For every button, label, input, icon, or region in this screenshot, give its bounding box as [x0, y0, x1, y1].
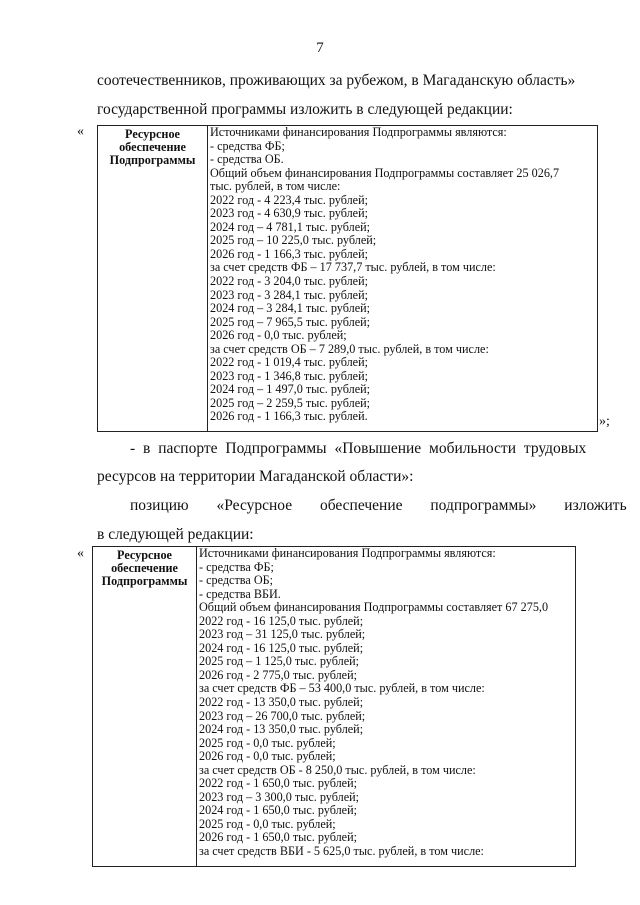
table1-line: за счет средств ОБ – 7 289,0 тыс. рублей, в том числе: [210, 341, 489, 356]
table1-line: Общий объем финансирования Подпрограммы составляет 25 026,7 [210, 165, 560, 180]
table2-line: - средства ВБИ. [199, 586, 281, 601]
table2-line: 2023 год – 31 125,0 тыс. рублей; [199, 627, 366, 642]
table2-label-cell [93, 547, 197, 867]
table2-line: 2025 год - 0,0 тыс. рублей; [199, 816, 336, 831]
table1-close-quote: »; [599, 414, 610, 429]
table1-content-cell [208, 126, 598, 432]
intro-line-1: соотечественников, проживающих за рубежом, в Магаданскую область» [97, 72, 576, 89]
table2-label-line: Ресурсное [117, 548, 172, 562]
resource-table-1 [97, 125, 598, 432]
table1-line: 2026 год - 1 166,3 тыс. рублей; [210, 246, 369, 261]
table1-line: 2025 год – 7 965,5 тыс. рублей; [210, 314, 371, 329]
table1-line: 2022 год - 4 223,4 тыс. рублей; [210, 192, 369, 207]
table1-line: 2024 год – 3 284,1 тыс. рублей; [210, 301, 371, 316]
table2-line: 2024 год - 13 350,0 тыс. рублей; [199, 722, 364, 737]
table2-line: - средства ФБ; [199, 559, 274, 574]
table2-line: 2024 год - 16 125,0 тыс. рублей; [199, 640, 364, 655]
table2-line: 2026 год - 1 650,0 тыс. рублей; [199, 830, 358, 845]
table1-line: Источниками финансирования Подпрограммы являются: [210, 125, 507, 139]
table1-label-cell [98, 126, 208, 432]
table2-line: 2022 год - 1 650,0 тыс. рублей; [199, 776, 358, 791]
intro-line-2: государственной программы изложить в следующей редакции: [97, 101, 513, 118]
middle-line-3: позицию «Ресурсное обеспечение подпрограммы» изложить [130, 497, 627, 514]
table1-line: - средства ОБ. [210, 152, 284, 167]
table2-line: 2025 год – 1 125,0 тыс. рублей; [199, 654, 360, 669]
table1-line: 2026 год - 0,0 тыс. рублей; [210, 328, 347, 343]
table2-line: 2026 год - 0,0 тыс. рублей; [199, 749, 336, 764]
table1-line: 2026 год - 1 166,3 тыс. рублей. [210, 409, 368, 424]
table1-label-line: Ресурсное [125, 127, 180, 141]
table2-line: 2023 год – 3 300,0 тыс. рублей; [199, 789, 360, 804]
table2-line: 2026 год - 2 775,0 тыс. рублей; [199, 667, 358, 682]
table2-line: 2022 год - 16 125,0 тыс. рублей; [199, 613, 364, 628]
page-number: 7 [316, 40, 324, 56]
table2-line: за счет средств ФБ – 53 400,0 тыс. рублей, в том числе: [199, 681, 485, 696]
table1-line: 2023 год - 1 346,8 тыс. рублей; [210, 368, 369, 383]
table1-line: 2022 год - 3 204,0 тыс. рублей; [210, 274, 369, 289]
middle-line-4: в следующей редакции: [97, 526, 254, 543]
table1-line: за счет средств ФБ – 17 737,7 тыс. рублей, в том числе: [210, 260, 496, 275]
table1-line: 2025 год – 10 225,0 тыс. рублей; [210, 233, 377, 248]
table1-open-quote: « [77, 124, 84, 139]
table1-line: - средства ФБ; [210, 138, 285, 153]
table1-label-line: обеспечение [119, 140, 186, 154]
middle-line-2: ресурсов на территории Магаданской области»: [97, 468, 414, 485]
table2-label-line: обеспечение [111, 561, 178, 575]
table2-line: 2023 год – 26 700,0 тыс. рублей; [199, 708, 366, 723]
middle-line-1-text: - в паспорте Подпрограммы «Повышение мобильности трудовых [130, 440, 587, 457]
table1-label-line: Подпрограммы [109, 153, 196, 167]
table2-line: за счет средств ОБ - 8 250,0 тыс. рублей, в том числе: [199, 762, 476, 777]
table2-line: - средства ОБ; [199, 573, 274, 588]
table1-line: 2023 год - 4 630,9 тыс. рублей; [210, 206, 369, 221]
table2-line: Источниками финансирования Подпрограммы являются: [199, 546, 496, 560]
table2-line: за счет средств ВБИ - 5 625,0 тыс. рублей, в том числе: [199, 844, 484, 859]
table2-content-cell [197, 547, 576, 867]
table1-line: 2024 год – 1 497,0 тыс. рублей; [210, 382, 371, 397]
table1-line: 2025 год – 2 259,5 тыс. рублей; [210, 395, 371, 410]
table2-label-line: Подпрограммы [101, 574, 188, 588]
table1-line: тыс. рублей, в том числе: [210, 179, 341, 194]
table1-line: 2023 год - 3 284,1 тыс. рублей; [210, 287, 369, 302]
table2-line: Общий объем финансирования Подпрограммы составляет 67 275,0 [199, 600, 549, 615]
table1-line: 2024 год – 4 781,1 тыс. рублей; [210, 219, 371, 234]
middle-line-1 [130, 440, 587, 458]
table2-line: 2024 год - 1 650,0 тыс. рублей; [199, 803, 358, 818]
table2-open-quote: « [77, 546, 84, 561]
resource-table-2 [92, 546, 576, 867]
table1-line: 2022 год - 1 019,4 тыс. рублей; [210, 355, 369, 370]
table2-line: 2022 год - 13 350,0 тыс. рублей; [199, 695, 364, 710]
table2-line: 2025 год - 0,0 тыс. рублей; [199, 735, 336, 750]
